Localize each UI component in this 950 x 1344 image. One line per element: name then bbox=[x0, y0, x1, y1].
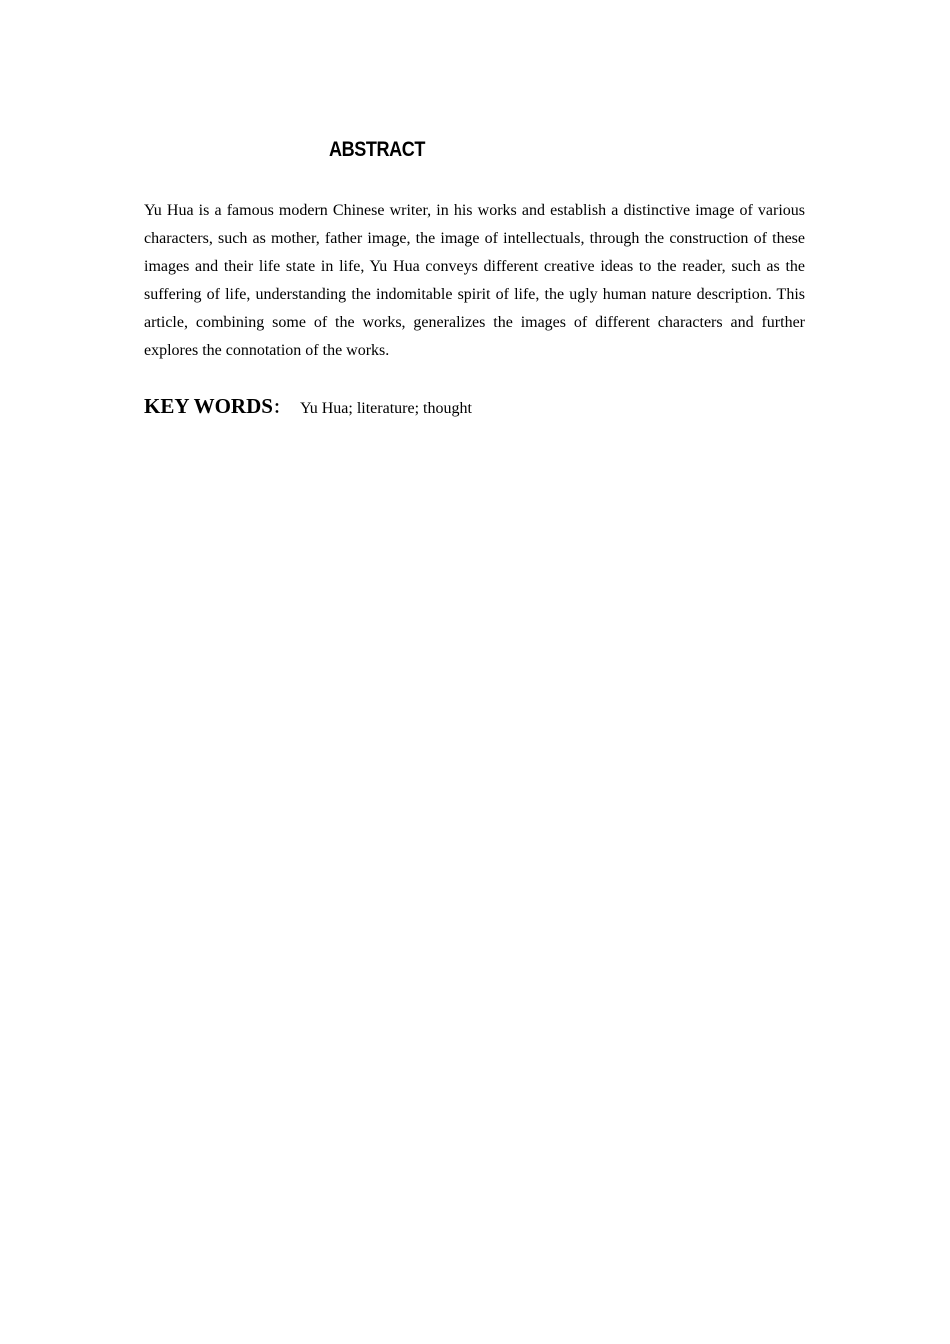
keywords-separator: ： bbox=[272, 398, 290, 418]
keywords-values: Yu Hua; literature; thought bbox=[299, 400, 472, 417]
keywords-label: KEY WORDS bbox=[144, 394, 273, 418]
abstract-body-paragraph: Yu Hua is a famous modern Chinese writer, in his works and establish a distinctive image of various characters, such as mother, father image, the image of intellectuals, through the construction of these images and their life state in life, Yu Hua conveys different creative ideas to the reader, such as the suffering of life, understanding the indomitable spirit of life, the ugly human nature description. This article, combining some of the works, generalizes the images of different characters and further explores the connotation of the works. bbox=[144, 202, 805, 359]
abstract-heading: ABSTRACT bbox=[329, 138, 425, 161]
keywords-line bbox=[144, 393, 805, 419]
